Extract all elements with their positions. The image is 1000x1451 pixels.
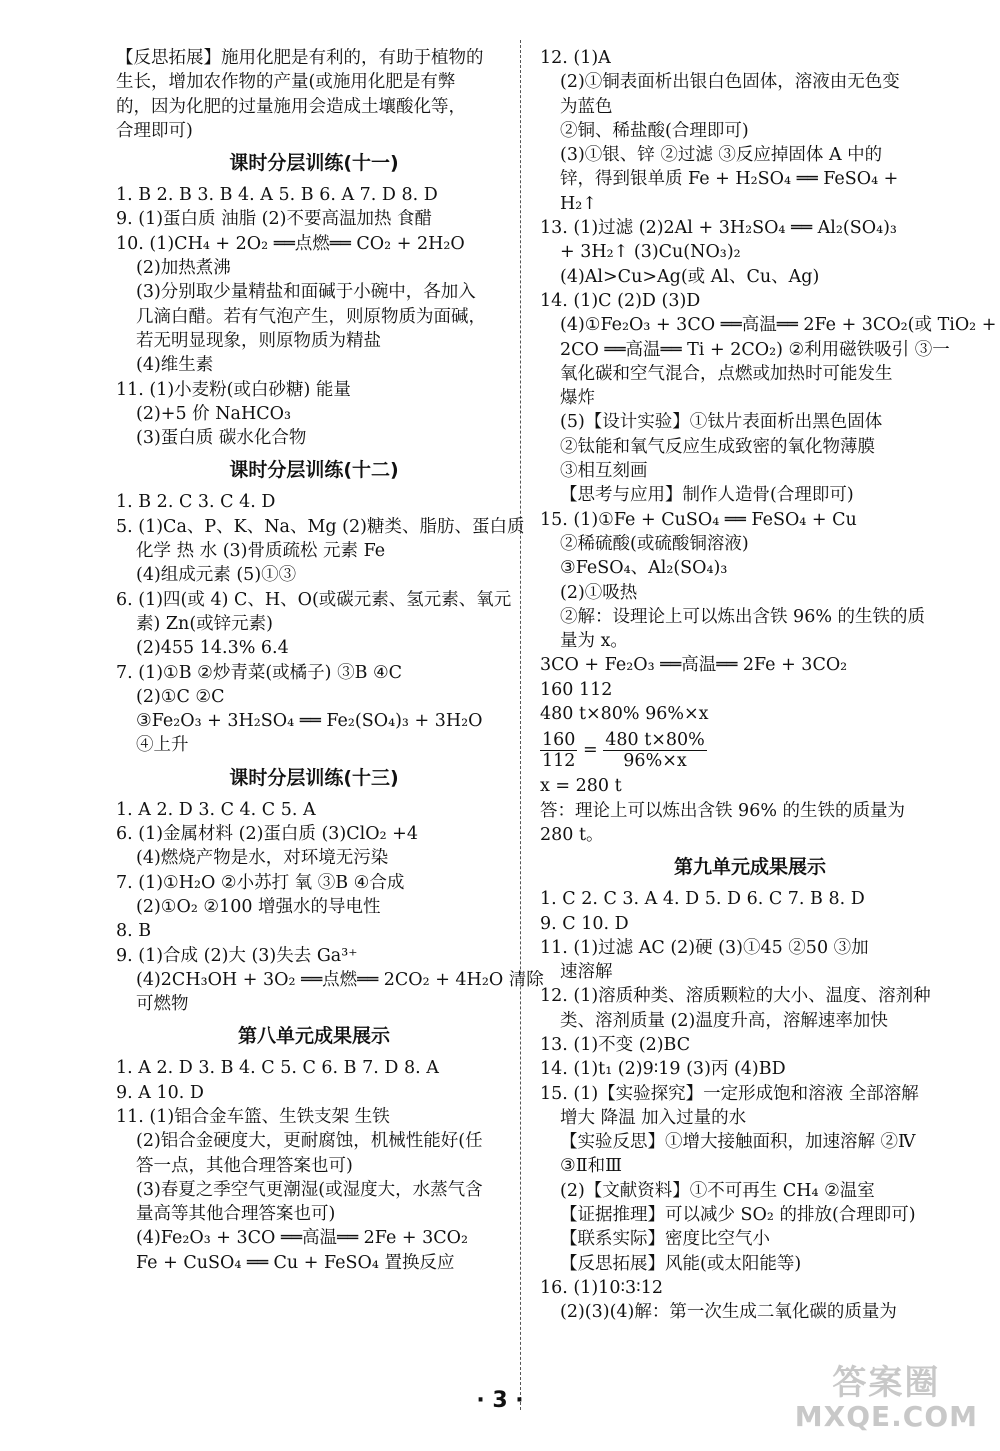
answer-line: 可燃物 (136, 994, 189, 1015)
answer-line: (3)①银、锌 ②过滤 ③反应掉固体 A 中的 (560, 145, 883, 166)
fraction-right-numerator: 480 t×80% (605, 730, 705, 751)
answer-line: ③相互刻画 (560, 461, 648, 482)
answer-line: ②铜、稀盐酸(合理即可) (560, 120, 749, 141)
answer-line: Fe + CuSO₄ ══ Cu + FeSO₄ 置换反应 (136, 1252, 455, 1273)
answer-line: 15. (1)【实验探究】一定形成饱和溶液 全部溶解 (540, 1083, 919, 1104)
fraction-left (540, 730, 577, 771)
answer-line: ②稀硫酸(或硫酸铜溶液) (560, 533, 749, 554)
answer-line: 速溶解 (560, 962, 613, 983)
answer-line: (2)加热煮沸 (136, 258, 231, 279)
answer-line: 160 112 (540, 679, 613, 700)
answer-line: 6. (1)四(或 4) C、H、O(或碳元素、氢元素、氧元 (116, 589, 512, 610)
watermark-line2: MXQE.COM (794, 1400, 978, 1434)
answer-line: 量高等其他合理答案也可) (136, 1204, 336, 1225)
answer-line: (4)Fe₂O₃ + 3CO ══高温══ 2Fe + 3CO₂ (136, 1228, 468, 1249)
answer-line: (3)春夏之季空气更潮湿(或湿度大，水蒸气含 (136, 1179, 483, 1200)
answer-line: 15. (1)①Fe + CuSO₄ ══ FeSO₄ + Cu (540, 509, 857, 530)
column-divider (520, 40, 521, 1410)
answer-line: 12. (1)溶质种类、溶质颗粒的大小、温度、溶剂种 (540, 986, 931, 1007)
fraction-right-denominator: 96%×x (623, 751, 687, 772)
answer-line: 11. (1)铝合金车篮、生铁支架 生铁 (116, 1106, 390, 1127)
answer-line: (2)①C ②C (136, 686, 225, 707)
answer-line: 的，因为化肥的过量施用会造成土壤酸化等， (116, 96, 466, 117)
answer-line: (2)【文献资料】①不可再生 CH₄ ②温室 (560, 1180, 875, 1201)
answer-line: (2)455 14.3% 6.4 (136, 638, 289, 659)
answer-line: 9. (1)蛋白质 油脂 (2)不要高温加热 食醋 (116, 209, 433, 230)
answer-line: 10. (1)CH₄ + 2O₂ ══点燃══ CO₂ + 2H₂O (116, 233, 465, 254)
answer-line: 1. C 2. C 3. A 4. D 5. D 6. C 7. B 8. D (540, 889, 865, 910)
answer-line: 1. B 2. C 3. C 4. D (116, 492, 276, 513)
answer-line: (5)【设计实验】①钛片表面析出黑色固体 (560, 412, 883, 433)
answer-line: 14. (1)C (2)D (3)D (540, 290, 701, 311)
watermark-logo (794, 1362, 978, 1434)
answer-line: (2)+5 价 NaHCO₃ (136, 403, 291, 424)
answer-line: (2)①吸热 (560, 582, 638, 603)
answer-line: (4)燃烧产物是水，对环境无污染 (136, 848, 389, 869)
fraction-left-numerator: 160 (542, 730, 576, 751)
section-heading: 第八单元成果展示 (237, 1025, 390, 1048)
answer-line: 增大 降温 加入过量的水 (560, 1107, 747, 1128)
answer-line: (3)分别取少量精盐和面碱于小碗中，各加入 (136, 282, 476, 303)
answer-line: 几滴白醋。若有气泡产生，则原物质为面碱， (136, 306, 486, 327)
answer-line: 480 t×80% 96%×x (540, 704, 709, 725)
equals-sign: = (582, 740, 598, 761)
answer-line: (4)Al>Cu>Ag(或 Al、Cu、Ag) (560, 266, 820, 287)
answer-line: 2CO ══高温══ Ti + 2CO₂) ②利用磁铁吸引 ③一 (560, 339, 950, 360)
answer-line: 3CO + Fe₂O₃ ══高温══ 2Fe + 3CO₂ (540, 655, 848, 676)
answer-line: H₂↑ (560, 193, 597, 214)
section-heading: 第九单元成果展示 (673, 856, 826, 879)
answer-line: ③Fe₂O₃ + 3H₂SO₄ ══ Fe₂(SO₄)₃ + 3H₂O (136, 711, 483, 732)
right-column (540, 46, 997, 1325)
answer-line: 14. (1)t₁ (2)9∶19 (3)丙 (4)BD (540, 1059, 786, 1080)
answer-line: (2)①O₂ ②100 增强水的导电性 (136, 896, 381, 917)
answer-line: 1. A 2. D 3. B 4. C 5. C 6. B 7. D 8. A (116, 1058, 439, 1079)
proportion-equation (540, 726, 960, 774)
answer-line: x = 280 t (540, 776, 622, 797)
answer-line: (2)铝合金硬度大，更耐腐蚀，机械性能好(任 (136, 1131, 483, 1152)
answer-line: 7. (1)①B ②炒青菜(或橘子) ③B ④C (116, 662, 403, 683)
answer-line: 13. (1)过滤 (2)2Al + 3H₂SO₄ ══ Al₂(SO₄)₃ (540, 218, 897, 239)
answer-line: 为蓝色 (560, 96, 613, 117)
answer-line: 答：理论上可以炼出含铁 96% 的生铁的质量为 (540, 800, 906, 821)
answer-line: 280 t。 (540, 824, 604, 845)
answer-line: 11. (1)小麦粉(或白砂糖) 能量 (116, 379, 351, 400)
answer-line: 【联系实际】密度比空气小 (560, 1229, 770, 1250)
answer-line: ④上升 (136, 735, 189, 756)
answer-line: 12. (1)A (540, 48, 611, 68)
answer-line: 6. (1)金属材料 (2)蛋白质 (3)ClO₂ +4 (116, 824, 418, 845)
answer-line: 爆炸 (560, 388, 595, 409)
answer-line: ②钛能和氧气反应生成致密的氧化物薄膜 (560, 436, 875, 457)
answer-line: ③Ⅱ和Ⅲ (560, 1156, 622, 1177)
answer-line: 5. (1)Ca、P、K、Na、Mg (2)糖类、脂肪、蛋白质 (116, 516, 525, 537)
section-heading: 课时分层训练(十三) (229, 766, 399, 789)
section-heading: 课时分层训练(十一) (229, 152, 399, 175)
answer-line: (4)组成元素 (5)①③ (136, 565, 297, 586)
answer-line: (2)(3)(4)解：第一次生成二氧化碳的质量为 (560, 1302, 897, 1323)
answer-line: 素) Zn(或锌元素) (136, 613, 273, 634)
answer-line: 16. (1)10∶3∶12 (540, 1277, 663, 1298)
answer-line: 11. (1)过滤 AC (2)硬 (3)①45 ②50 ③加 (540, 937, 869, 958)
answer-line: 1. A 2. D 3. C 4. C 5. A (116, 799, 316, 820)
answer-line: 9. C 10. D (540, 913, 629, 934)
answer-line: 量为 x。 (560, 631, 628, 652)
answer-line: (4)2CH₃OH + 3O₂ ══点燃══ 2CO₂ + 4H₂O 清除 (136, 969, 544, 990)
answer-line: 【证据推理】可以减少 SO₂ 的排放(合理即可) (560, 1205, 916, 1226)
right-column-part-a (540, 46, 997, 726)
answer-line: 13. (1)不变 (2)BC (540, 1034, 691, 1055)
answer-line: 【反思拓展】风能(或太阳能等) (560, 1253, 802, 1274)
answer-line: 答一点，其他合理答案也可) (136, 1155, 353, 1176)
answer-line: (3)蛋白质 碳水化合物 (136, 428, 307, 449)
answer-line: 1. B 2. B 3. B 4. A 5. B 6. A 7. D 8. D (116, 185, 438, 206)
answer-line: + 3H₂↑ (3)Cu(NO₃)₂ (560, 242, 741, 263)
answer-line: 8. B (116, 921, 152, 942)
section-heading: 课时分层训练(十二) (229, 459, 399, 482)
answer-line: ③FeSO₄、Al₂(SO₄)₃ (560, 558, 728, 579)
answer-line: (4)维生素 (136, 355, 214, 376)
page-number: · 3 · (476, 1388, 524, 1413)
right-column-part-b (540, 774, 960, 1324)
answer-line: 生长，增加农作物的产量(或施用化肥是有弊 (116, 72, 456, 93)
answer-line: 9. A 10. D (116, 1082, 204, 1103)
answer-line: 类、溶剂质量 (2)温度升高，溶解速率加快 (560, 1010, 888, 1031)
answer-line: 【思考与应用】制作人造骨(合理即可) (560, 485, 854, 506)
answer-line: 化学 热 水 (3)骨质疏松 元素 Fe (136, 541, 386, 562)
answer-line: (4)①Fe₂O₃ + 3CO ══高温══ 2Fe + 3CO₂(或 TiO₂ + (560, 315, 997, 336)
answer-line: 若无明显现象，则原物质为精盐 (136, 330, 381, 351)
answer-line: 9. (1)合成 (2)大 (3)失去 Ga³⁺ (116, 945, 358, 966)
answer-line: 合理即可) (116, 120, 193, 141)
left-column (116, 46, 544, 1275)
answer-line: 锌，得到银单质 Fe + H₂SO₄ ══ FeSO₄ + (560, 169, 899, 190)
fraction-right (603, 730, 707, 771)
answer-line: ②解：设理论上可以炼出含铁 96% 的生铁的质 (560, 606, 926, 627)
watermark-line1: 答案圈 (832, 1362, 941, 1403)
answer-line: 7. (1)①H₂O ②小苏打 氧 ③B ④合成 (116, 872, 405, 893)
fraction-left-denominator: 112 (542, 751, 576, 772)
answer-line: 【实验反思】①增大接触面积，加速溶解 ②Ⅳ (560, 1132, 916, 1153)
answer-line: 氧化碳和空气混合，点燃或加热时可能发生 (560, 363, 893, 384)
answer-line: (2)①铜表面析出银白色固体，溶液由无色变 (560, 72, 900, 93)
answer-line: 【反思拓展】施用化肥是有利的，有助于植物的 (116, 48, 484, 68)
